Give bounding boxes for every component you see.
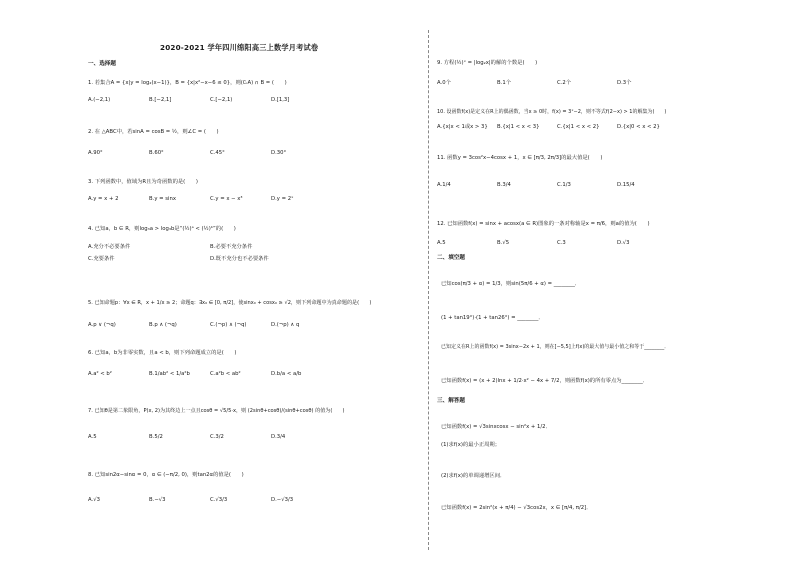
- section-heading-fill: 二、填空题: [437, 255, 465, 261]
- question-5-stem: 5. 已知命题p：∀x ∈ R，x + 1/x ≥ 2；命题q：∃x₀ ∈ [0, π/2]，使sinx₀ + cosx₀ ≥ √2，则下列命题中为真命题的是( ): [88, 300, 372, 306]
- question-2-option-a: A.90°: [88, 150, 103, 156]
- question-11-option-a: A.1/4: [437, 182, 451, 188]
- question-6-option-d: D.b/a < a/b: [271, 371, 302, 377]
- section-heading-choice: 一、选择题: [88, 61, 116, 67]
- question-11-option-c: C.1/3: [557, 182, 571, 188]
- question-3-option-a: A.y = x + 2: [88, 196, 119, 202]
- question-1-option-c: C.[−2,1): [210, 97, 233, 103]
- question-1-option-a: A.(−2,1): [88, 97, 111, 103]
- question-10-option-d: D.{x|0 < x < 2}: [617, 124, 660, 130]
- question-5-option-b: B.p ∧ (¬q): [149, 322, 177, 328]
- question-11-stem: 11. 函数y = 3cos²x−4cosx + 1，x ∈ [π/3, 2π/3]的最大值是( ): [437, 155, 603, 161]
- question-6-stem: 6. 已知a，b为非零实数，且a < b，则下列命题成立的是( ): [88, 350, 237, 356]
- question-7-option-a: A.5: [88, 434, 97, 440]
- question-10-option-b: B.{x|1 < x < 3}: [497, 124, 540, 130]
- question-2-stem: 2. 在 △ABC中，若sinA = cosB = ½，则∠C = ( ): [88, 129, 219, 135]
- question-7-option-d: D.3/4: [271, 434, 286, 440]
- section-heading-answer: 三、解答题: [437, 398, 465, 404]
- question-5-option-d: D.(¬p) ∧ q: [271, 322, 300, 328]
- fill-question-4: 已知函数f(x) = (x + 2)lnx + 1/2·x² − 4x + 7/2，则函数f(x)的所有零点为________．: [441, 378, 649, 384]
- question-9-option-b: B.1个: [497, 80, 511, 86]
- question-3-stem: 3. 下列函数中，值域为R且为奇函数的是( ): [88, 179, 198, 185]
- question-7-option-b: B.5/2: [149, 434, 163, 440]
- question-4-stem: 4. 已知a，b ∈ R，则log₃a > log₃b是“(½)ᵃ < (½)ᵇ”的( ): [88, 226, 236, 232]
- question-4-option-d: D.既不充分也不必要条件: [210, 256, 269, 262]
- exam-title: 2020-2021 学年四川绵阳高三上数学月考试卷: [160, 43, 319, 52]
- question-4-option-c: C.充要条件: [88, 256, 115, 262]
- question-8-option-a: A.√3: [88, 497, 100, 503]
- question-2-option-b: B.60°: [149, 150, 164, 156]
- question-2-option-c: C.45°: [210, 150, 225, 156]
- question-11-option-b: B.3/4: [497, 182, 511, 188]
- question-6-option-b: B.1/ab² < 1/a²b: [149, 371, 190, 377]
- question-8-stem: 8. 已知sin2α−sinα = 0，α ∈ (−π/2, 0)，则tan2α的值是( ): [88, 472, 244, 478]
- question-12-option-c: C.3: [557, 240, 566, 246]
- question-8-option-c: C.√3/3: [210, 497, 228, 503]
- question-5-option-a: A.p ∨ (¬q): [88, 322, 116, 328]
- question-3-option-c: C.y = x − x³: [210, 196, 243, 202]
- question-9-option-d: D.3个: [617, 80, 632, 86]
- question-8-option-b: B.−√3: [149, 497, 166, 503]
- column-divider: [428, 30, 429, 550]
- question-12-stem: 12. 已知函数f(x) = sinx + acosx(a ∈ R)图象的一条对称轴是x = π/6，则a的值为( ): [437, 221, 650, 227]
- question-4-option-b: B.必要不充分条件: [210, 244, 253, 250]
- question-1-stem: 1. 若集合A = {x|y = log₂(x−1)}，B = {x|x²−x−6 ≤ 0}，则(∁ᵣA) ∩ B = ( ): [88, 80, 287, 86]
- question-10-stem: 10. 设函数f(x)是定义在R上的偶函数，当x ≥ 0时，f(x) = 3ˣ−2，则不等式f(2−x) > 1的解集为( ): [437, 109, 667, 115]
- question-4-option-a: A.充分不必要条件: [88, 244, 131, 250]
- question-6-option-c: C.a²b < ab²: [210, 371, 241, 377]
- question-1-option-d: D.[1,3]: [271, 97, 290, 103]
- question-5-option-c: C.(¬p) ∧ (¬q): [210, 322, 247, 328]
- question-12-option-a: A.5: [437, 240, 446, 246]
- question-9-option-a: A.0个: [437, 80, 451, 86]
- question-10-option-a: A.{x|x < 1或x > 3}: [437, 124, 488, 130]
- question-10-option-c: C.{x|1 < x < 2}: [557, 124, 600, 130]
- question-8-option-d: D.−√3/3: [271, 497, 294, 503]
- answer-question-2: 已知函数f(x) = 2sin²(x + π/4) − √3cos2x，x ∈ [π/4, π/2]．: [441, 505, 592, 511]
- question-6-option-a: A.a² < b²: [88, 371, 112, 377]
- fill-question-3: 已知定义在R上的函数f(x) = 3sinx−2x + 1，则在[−5,5]上f(x)的最大值与最小值之和等于________．: [441, 344, 670, 350]
- question-11-option-d: D.15/4: [617, 182, 635, 188]
- question-9-option-c: C.2个: [557, 80, 572, 86]
- question-9-stem: 9. 方程(½)ˣ = |log₂x|的解的个数是( ): [437, 60, 538, 66]
- question-7-option-c: C.3/2: [210, 434, 224, 440]
- answer-question-1-part-2: (2)求f(x)的单调递增区间．: [441, 473, 506, 479]
- question-12-option-b: B.√5: [497, 240, 510, 246]
- answer-question-1: 已知函数f(x) = √3sinxcosx − sin²x + 1/2．: [441, 424, 551, 430]
- question-3-option-d: D.y = 2ˣ: [271, 196, 294, 202]
- fill-question-1: 已知cos(π/3 + α) = 1/3，则sin(5π/6 + α) = ________．: [441, 281, 581, 287]
- question-12-option-d: D.√3: [617, 240, 630, 246]
- question-1-option-b: B.[−2,1]: [149, 97, 172, 103]
- answer-question-1-part-1: (1)求f(x)的最小正周期；: [441, 442, 501, 448]
- question-3-option-b: B.y = sinx: [149, 196, 176, 202]
- fill-question-2: (1 + tan19°)·(1 + tan26°) = ________．: [441, 315, 544, 321]
- question-7-stem: 7. 已知θ是第二象限角，P(x, 2)为其终边上一点且cosθ = √5/5·x，则 (2sinθ+cosθ)/(sinθ+cosθ) 的值为( ): [88, 408, 345, 414]
- question-2-option-d: D.30°: [271, 150, 287, 156]
